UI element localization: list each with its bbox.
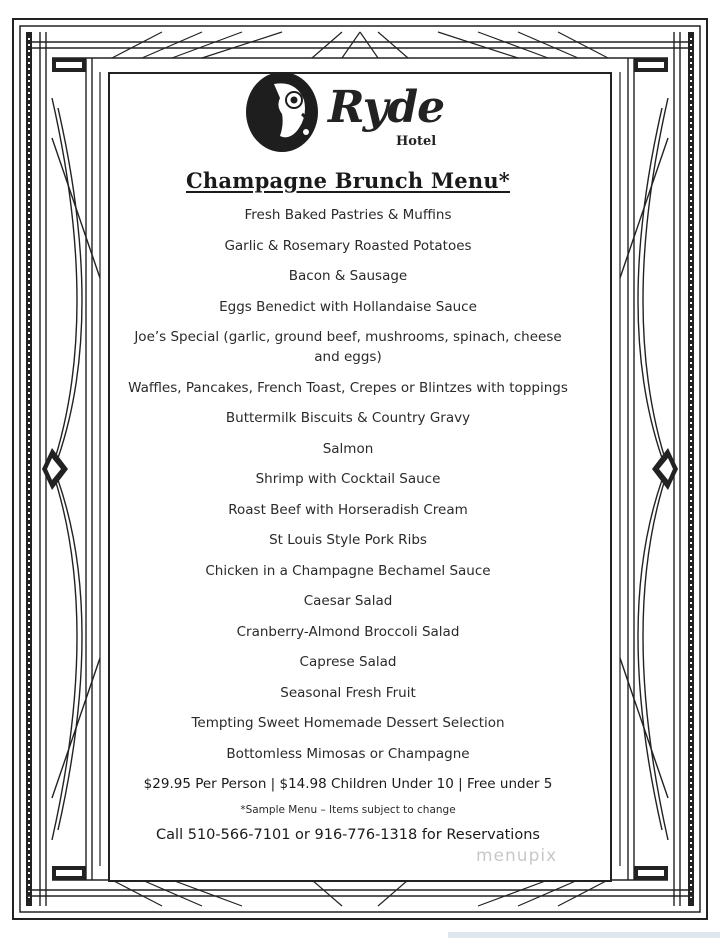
logo-wordmark: Ryde xyxy=(328,82,445,133)
menu-item: Buttermilk Biscuits & Country Gravy xyxy=(225,410,471,426)
menu-item: Joe’s Special (garlic, ground beef, mushrooms, spinach, cheese and eggs) xyxy=(134,329,562,365)
menu-item: Shrimp with Cocktail Sauce xyxy=(255,471,441,487)
menu-item: Garlic & Rosemary Roasted Potatoes xyxy=(224,237,472,254)
reservations-line: Call 510-566-7101 or 916-776-1318 for Reservations xyxy=(156,827,540,843)
menu-item: Bottomless Mimosas or Champagne xyxy=(226,745,470,762)
sample-menu-note: *Sample Menu – Items subject to change xyxy=(240,804,456,816)
menu-title: Champagne Brunch Menu* xyxy=(186,168,510,193)
menu-item: Eggs Benedict with Hollandaise Sauce xyxy=(219,298,477,315)
menu-item: Caesar Salad xyxy=(303,593,393,609)
menu-item: Caprese Salad xyxy=(299,654,397,670)
menu-item: Bacon & Sausage xyxy=(288,268,408,284)
menu-item: Waffles, Pancakes, French Toast, Crepes or Blintzes with toppings xyxy=(128,379,568,396)
menu-items-list xyxy=(120,205,576,764)
menu-item: Roast Beef with Horseradish Cream xyxy=(228,501,468,518)
menu-content xyxy=(120,62,576,862)
menu-item: St Louis Style Pork Ribs xyxy=(269,532,427,548)
menu-item: Tempting Sweet Homemade Dessert Selection xyxy=(191,715,505,731)
woman-profile-logo-icon xyxy=(244,70,320,156)
menu-item: Fresh Baked Pastries & Muffins xyxy=(244,207,452,223)
bottom-strip xyxy=(448,932,720,938)
watermark-text: menupix xyxy=(476,846,558,866)
pricing-line: $29.95 Per Person | $14.98 Children Under 10 | Free under 5 xyxy=(143,776,553,792)
logo-subtitle: Hotel xyxy=(396,134,437,149)
menu-item: Chicken in a Champagne Bechamel Sauce xyxy=(205,562,491,579)
hotel-logo xyxy=(120,62,576,166)
menu-item: Seasonal Fresh Fruit xyxy=(280,684,416,701)
menu-item: Salmon xyxy=(322,440,374,457)
menu-item: Cranberry-Almond Broccoli Salad xyxy=(236,623,460,640)
